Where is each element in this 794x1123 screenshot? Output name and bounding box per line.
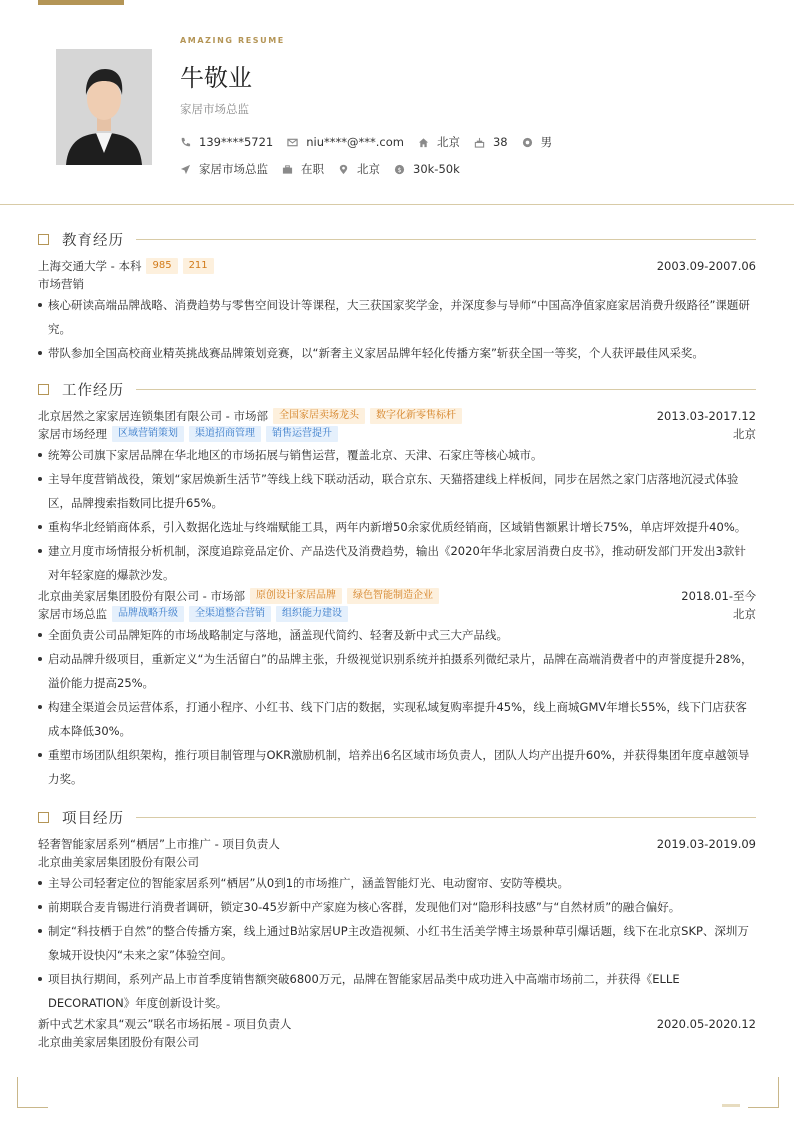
- work-bullets: [38, 623, 756, 791]
- list-item: 前期联合麦肯锡进行消费者调研，锁定30-45岁新中产家庭为核心客群，发现他们对“隐形科技感”与“自然材质”的融合偏好。: [38, 895, 756, 919]
- list-item: 统筹公司旗下家居品牌在华北地区的市场拓展与销售运营，覆盖北京、天津、石家庄等核心城市。: [38, 443, 756, 467]
- resume-body: [38, 227, 756, 1051]
- send-icon: [180, 164, 191, 175]
- major: 市场营销: [38, 277, 84, 291]
- company-tag: 全国家居卖场龙头: [273, 408, 365, 424]
- work-head-row: [38, 587, 756, 605]
- list-item: 重塑市场团队组织架构，推行项目制管理与OKR激励机制，培养出6名区域市场负责人，团队人均产出提升60%，并获得集团年度卓越领导力奖。: [38, 743, 756, 791]
- list-item: 项目执行期间，系列产品上市首季度销售额突破6800万元，品牌在智能家居品类中成功进入中高端市场前二，并获得《ELLE DECORATION》年度创新设计奖。: [38, 967, 756, 1015]
- company-name: 北京曲美家居集团股份有限公司 - 市场部: [38, 589, 245, 603]
- education-section-header: [38, 227, 756, 251]
- intent-position-text: 家居市场总监: [199, 162, 268, 176]
- school-tag: 211: [183, 258, 214, 274]
- project-list: [38, 835, 756, 1051]
- email-item: [287, 135, 404, 149]
- list-item: 主导公司轻奢定位的智能家居系列“栖居”从0到1的市场推广，涵盖智能灯光、电动窗帘、安防等模块。: [38, 871, 756, 895]
- project-head-row: [38, 1015, 756, 1033]
- list-item: 核心研读高端品牌战略、消费趋势与零售空间设计等课程，大三获国家奖学金，并深度参与导师“中国高净值家庭家居消费升级路径”课题研究。: [38, 293, 756, 341]
- project-date: 2019.03-2019.09: [656, 837, 756, 851]
- phone-icon: [180, 137, 191, 148]
- list-item: 建立月度市场情报分析机制，深度追踪竞品定价、产品迭代及消费趋势，输出《2020年华北家居消费白皮书》，推动研发部门开发出3款针对年轻家庭的爆款沙发。: [38, 539, 756, 587]
- work-section-header: [38, 377, 756, 401]
- section-square-icon: [38, 384, 49, 395]
- header-divider: [0, 204, 794, 205]
- education-date: 2003.09-2007.06: [656, 259, 756, 273]
- list-item: 重构华北经销商体系，引入数据化选址与终端赋能工具，两年内新增50余家优质经销商，区域销售额累计增长75%，单店坪效提升40%。: [38, 515, 756, 539]
- role-tag: 品牌战略升级: [112, 606, 184, 622]
- role-tag: 区域营销策划: [112, 426, 184, 442]
- role-name: 家居市场经理: [38, 427, 107, 441]
- company-tag: 数字化新零售标杆: [370, 408, 462, 424]
- intent-position-item: [180, 161, 268, 177]
- intent-city-text: 北京: [357, 162, 380, 176]
- list-item: 带队参加全国高校商业精英挑战赛品牌策划竞赛，以“新奢主义家居品牌年轻化传播方案”斩获全国一等奖，个人获评最佳风采奖。: [38, 341, 756, 365]
- project-entry: [38, 835, 756, 1015]
- work-head-row: [38, 407, 756, 425]
- list-item: 全面负责公司品牌矩阵的市场战略制定与落地，涵盖现代简约、轻奢及新中式三大产品线。: [38, 623, 756, 647]
- job-intent-row: [180, 161, 474, 177]
- age-text: 38: [492, 135, 508, 149]
- job-status-item: [282, 161, 324, 177]
- project-head-row: [38, 835, 756, 853]
- work-role-row: [38, 425, 756, 443]
- list-item: 启动品牌升级项目，重新定义“为生活留白”的品牌主张，升级视觉识别系统并拍摄系列微纪录片，品牌在高端消费者中的声誉度提升28%，溢价能力提高25%。: [38, 647, 756, 695]
- work-list: [38, 407, 756, 791]
- work-entry: [38, 407, 756, 587]
- home-icon: [418, 137, 429, 148]
- resume-tagline: AMAZING RESUME: [180, 36, 285, 45]
- top-accent-bar: [38, 0, 124, 5]
- project-bullets: [38, 871, 756, 1015]
- gender-item: [522, 134, 553, 150]
- section-title: 工作经历: [62, 382, 124, 399]
- section-title: 项目经历: [62, 810, 124, 827]
- hometown-item: [418, 134, 460, 150]
- project-date: 2020.05-2020.12: [656, 1017, 756, 1031]
- project-company: 北京曲美家居集团股份有限公司: [38, 855, 199, 869]
- project-section-header: [38, 805, 756, 829]
- education-bullets: [38, 293, 756, 365]
- work-date: 2013.03-2017.12: [656, 409, 756, 423]
- email-text: niu****@***.com: [306, 135, 404, 149]
- candidate-name: 牛敬业: [180, 64, 252, 92]
- section-divider: [136, 239, 756, 240]
- role-tag: 销售运营提升: [266, 426, 338, 442]
- job-status-text: 在职: [301, 162, 324, 176]
- role-name: 家居市场总监: [38, 607, 107, 621]
- work-bullets: [38, 443, 756, 587]
- role-tag: 全渠道整合营销: [189, 606, 271, 622]
- age-item: [474, 135, 508, 149]
- mail-icon: [287, 137, 298, 148]
- section-divider: [136, 389, 756, 390]
- section-square-icon: [38, 812, 49, 823]
- company-tag: 原创设计家居品牌: [250, 588, 342, 604]
- school-name: 上海交通大学 - 本科: [38, 259, 142, 273]
- candidate-title: 家居市场总监: [180, 102, 249, 116]
- hometown-text: 北京: [436, 135, 460, 149]
- education-entry: [38, 257, 756, 365]
- work-role-row: [38, 605, 756, 623]
- avatar: [56, 49, 152, 165]
- section-square-icon: [38, 234, 49, 245]
- location-icon: [338, 164, 349, 175]
- gender-text: 男: [540, 135, 553, 149]
- section-title: 教育经历: [62, 232, 124, 249]
- money-icon: [394, 164, 405, 175]
- svg-text:$: $: [397, 165, 402, 174]
- work-entry: [38, 587, 756, 791]
- role-tag: 组织能力建设: [276, 606, 348, 622]
- list-item: 制定“科技栖于自然”的整合传播方案，线上通过B站家居UP主改造视频、小红书生活美学博主场景种草引爆话题，线下在北京SKP、深圳万象城开设快闪“未来之家”体验空间。: [38, 919, 756, 967]
- role-tag: 渠道招商管理: [189, 426, 261, 442]
- work-city: 北京: [733, 607, 756, 621]
- corner-ornament: [748, 1077, 779, 1108]
- work-date: 2018.01-至今: [681, 589, 756, 603]
- project-entry: [38, 1015, 756, 1051]
- company-name: 北京居然之家家居连锁集团有限公司 - 市场部: [38, 409, 268, 423]
- salary-item: [394, 162, 460, 176]
- school-tag: 985: [146, 258, 177, 274]
- project-name: 轻奢智能家居系列“栖居”上市推广 - 项目负责人: [38, 837, 280, 851]
- company-tag: 绿色智能制造企业: [347, 588, 439, 604]
- phone-item: [180, 135, 273, 149]
- education-head-row: [38, 257, 756, 275]
- cake-icon: [474, 137, 485, 148]
- phone-text: 139****5721: [199, 135, 274, 149]
- corner-ornament: [17, 1077, 48, 1108]
- gender-icon: [522, 137, 533, 148]
- briefcase-icon: [282, 164, 293, 175]
- contact-row: [180, 134, 566, 150]
- intent-city-item: [338, 161, 380, 177]
- project-name: 新中式艺术家具“观云”联名市场拓展 - 项目负责人: [38, 1017, 292, 1031]
- work-city: 北京: [733, 427, 756, 441]
- section-divider: [136, 817, 756, 818]
- list-item: 主导年度营销战役，策划“家居焕新生活节”等线上线下联动活动，联合京东、天猫搭建线上样板间，同步在居然之家门店落地沉浸式体验区，品牌搜索指数同比提升65%。: [38, 467, 756, 515]
- page-indicator: [722, 1104, 740, 1107]
- salary-text: 30k-50k: [413, 162, 460, 176]
- list-item: 构建全渠道会员运营体系，打通小程序、小红书、线下门店的数据，实现私域复购率提升45%，线上商城GMV年增长55%，线下门店获客成本降低30%。: [38, 695, 756, 743]
- project-company: 北京曲美家居集团股份有限公司: [38, 1035, 199, 1049]
